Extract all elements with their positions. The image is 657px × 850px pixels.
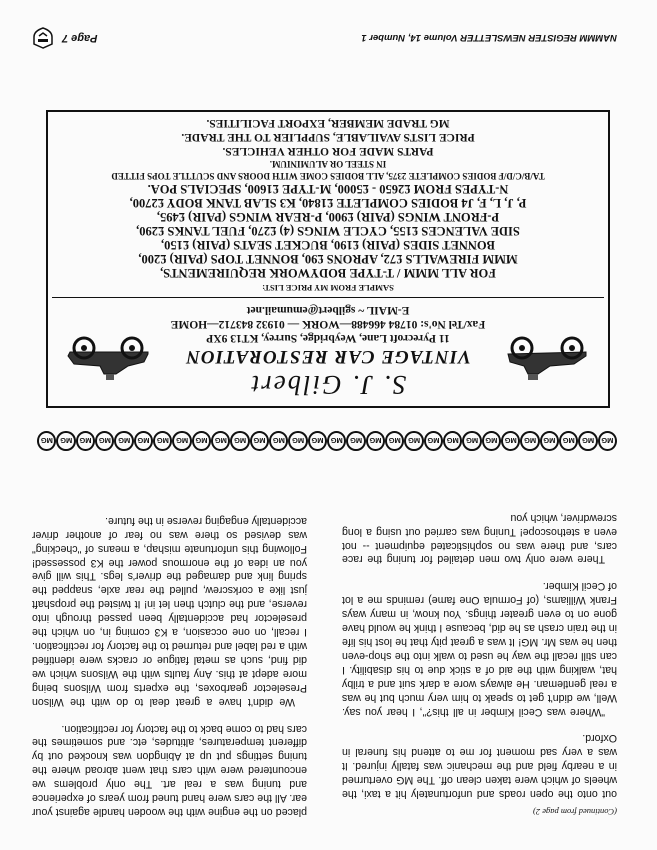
mg-badge-icon: MG xyxy=(578,431,597,451)
mg-badge-icon: MG xyxy=(308,431,327,451)
mg-badge-icon: MG xyxy=(95,431,114,451)
mg-badge-icon: MG xyxy=(385,431,404,451)
page-number: Page 7 xyxy=(62,32,98,44)
mg-badge-icon: MG xyxy=(250,431,269,451)
mg-badge-divider xyxy=(37,430,617,452)
mg-badge-icon: MG xyxy=(230,431,249,451)
mg-badge-icon: MG xyxy=(462,431,481,451)
mg-badge-icon: MG xyxy=(114,431,133,451)
bodies-note: TA/B/C/D/F BODIES COMPLETE 2375, ALL BODIES COME WITH DOORS AND SCUTTLE TOPS FITTED xyxy=(111,171,545,181)
vintage-car-icon xyxy=(502,334,594,386)
price-line: MMM FIREWALLS £72, APRONS £90, BONNET TOPS (PAIR) £200, xyxy=(138,252,518,266)
mg-badge-icon: MG xyxy=(443,431,462,451)
article-column-1 xyxy=(342,473,617,818)
article-paragraph: "Where was Cecil Kimber in all this?", I hear you say. Well, we didn't get to speak to him very much but he was a real gentleman. He always wore a dark suit and a trilby hat, walking with the aid of a stick due to his disability. I can still recall the way he used to walk into the shop-even then he was Mr. MG! It was a great pity that he lost his life in the train crash as he did, because I think he would have gone on to even greater things. You know, in many ways Frank Williams, (of Formula One fame) reminds me a lot of Cecil Kimber. xyxy=(342,580,617,718)
price-list-heading: SAMPLE FROM MY PRICE LIST: xyxy=(262,283,394,293)
page-footer xyxy=(32,26,617,50)
article-paragraph: We didn't have a great deal to do with the Wilson Preselector gearboxes, the experts from Wilsons being more adept at this. Any faults with the Wilsons which we did find, such as metal fatigue or cracks were identified with a red label and returned to the factory for rectification. I recall, on one occasion, a K3 coming in, on which the preselector had accidentally been passed through into reverse, and the clutch then let in! It twisted the propshaft just like a corkscrew, pulled the rear axle, snapped the spring link and damaged the driver's legs. This will give you an idea of the enormous power the K3 possessed! Following this unfortunate mishap, a means of "checking" was devised so there was no fear of another driver accidentally engaging reverse in the future. xyxy=(32,514,307,708)
mg-badge-icon: MG xyxy=(540,431,559,451)
mg-badge-icon: MG xyxy=(172,431,191,451)
mg-badge-icon: MG xyxy=(153,431,172,451)
gilbert-advertisement xyxy=(46,110,610,408)
mg-badge-icon: MG xyxy=(327,431,346,451)
price-line: FOR ALL MMM / T-TYPE BODYWORK REQUIREMENTS, xyxy=(160,266,496,280)
ad-separator xyxy=(52,297,604,298)
mg-badge-icon: MG xyxy=(482,431,501,451)
closing-line: PARTS MADE FOR OTHER VEHICLES. xyxy=(222,145,434,157)
advertiser-name: S. J. Gilbert xyxy=(249,370,407,400)
article-columns xyxy=(32,473,617,818)
price-line: P, J, L, F, J4 BODIES COMPLETE £1840, K3 SLAB TANK BODY £2700, xyxy=(129,196,527,210)
email-address: E-MAIL ~ sgilbert@emumail.net xyxy=(246,304,410,316)
mg-badge-icon: MG xyxy=(598,431,617,451)
price-line: N-TYPES FROM £2650 - £5000, M-TYPE £1600, SPECIALS POA. xyxy=(147,182,509,196)
mg-badge-icon: MG xyxy=(346,431,365,451)
nammm-register-logo-icon xyxy=(32,27,54,49)
closing-line: PRICE LISTS AVAILABLE, SUPPLIER TO THE TRADE. xyxy=(181,131,475,143)
closing-line: MG TRADE MEMBER, EXPORT FACILITIES. xyxy=(206,117,450,129)
company-name: VINTAGE CAR RESTORATION xyxy=(185,346,471,367)
article-column-2 xyxy=(32,473,307,818)
mg-badge-icon: MG xyxy=(366,431,385,451)
article-paragraph: placed on the engine with the wooden handle against your ear. All the cars were hand tuned from years of experience and tuning was a real art. The only problems we encountered were with cars that went abroad where the tuning settings put up at Abingdon was knocked out by different temperatures, altitudes, etc. and sometimes the cars had to come back to the factory for rectification. xyxy=(32,722,307,818)
price-line: BONNET SIDES (PAIR) £190, BUCKET SEATS (PAIR) £150, xyxy=(161,238,495,252)
continued-note: (Continued from page 2) xyxy=(533,807,617,817)
article-paragraph: out onto the open roads and unfortunately hit a taxi, the wheels of which were taken clean off. The MG overturned in a nearby field and the mechanic was fatally injured. It was a very sad moment for me to attend his funeral in Oxford. xyxy=(342,732,617,801)
newsletter-title: NAMMM REGISTER NEWSLETTER Volume 14, Number 1 xyxy=(361,32,617,44)
vintage-car-icon xyxy=(62,334,154,386)
mg-badge-icon: MG xyxy=(76,431,95,451)
price-line: P-FRONT WINGS (PAIR) £900, P-REAR WINGS (PAIR) £495, xyxy=(156,210,500,224)
mg-badge-icon: MG xyxy=(559,431,578,451)
mg-badge-icon: MG xyxy=(37,431,56,451)
mg-badge-icon: MG xyxy=(288,431,307,451)
mg-badge-icon: MG xyxy=(404,431,423,451)
mg-badge-icon: MG xyxy=(192,431,211,451)
price-line: SIDE VALENCES £155, CYCLE WINGS (4) £270, FUEL TANKS £290, xyxy=(136,224,520,238)
phone-numbers: Fax/Tel No's: 01784 466488—WORK — 01932 843712—HOME xyxy=(170,318,486,330)
mg-badge-icon: MG xyxy=(424,431,443,451)
mg-badge-icon: MG xyxy=(211,431,230,451)
mg-badge-icon: MG xyxy=(56,431,75,451)
material-note: IN STEEL OR ALUMINIUM. xyxy=(269,159,387,169)
mg-badge-icon: MG xyxy=(501,431,520,451)
article-paragraph: There were only two men detailed for tuning the race cars, and there was no sophisticated equipment -- not even a stethoscope! Tuning was carried out using a long screwdriver, which you xyxy=(342,511,617,566)
mg-badge-icon: MG xyxy=(520,431,539,451)
address: 11 Pyrecroft Lane, Weybridge, Surrey, KT13 9XP xyxy=(206,332,450,344)
mg-badge-icon: MG xyxy=(269,431,288,451)
mg-badge-icon: MG xyxy=(134,431,153,451)
